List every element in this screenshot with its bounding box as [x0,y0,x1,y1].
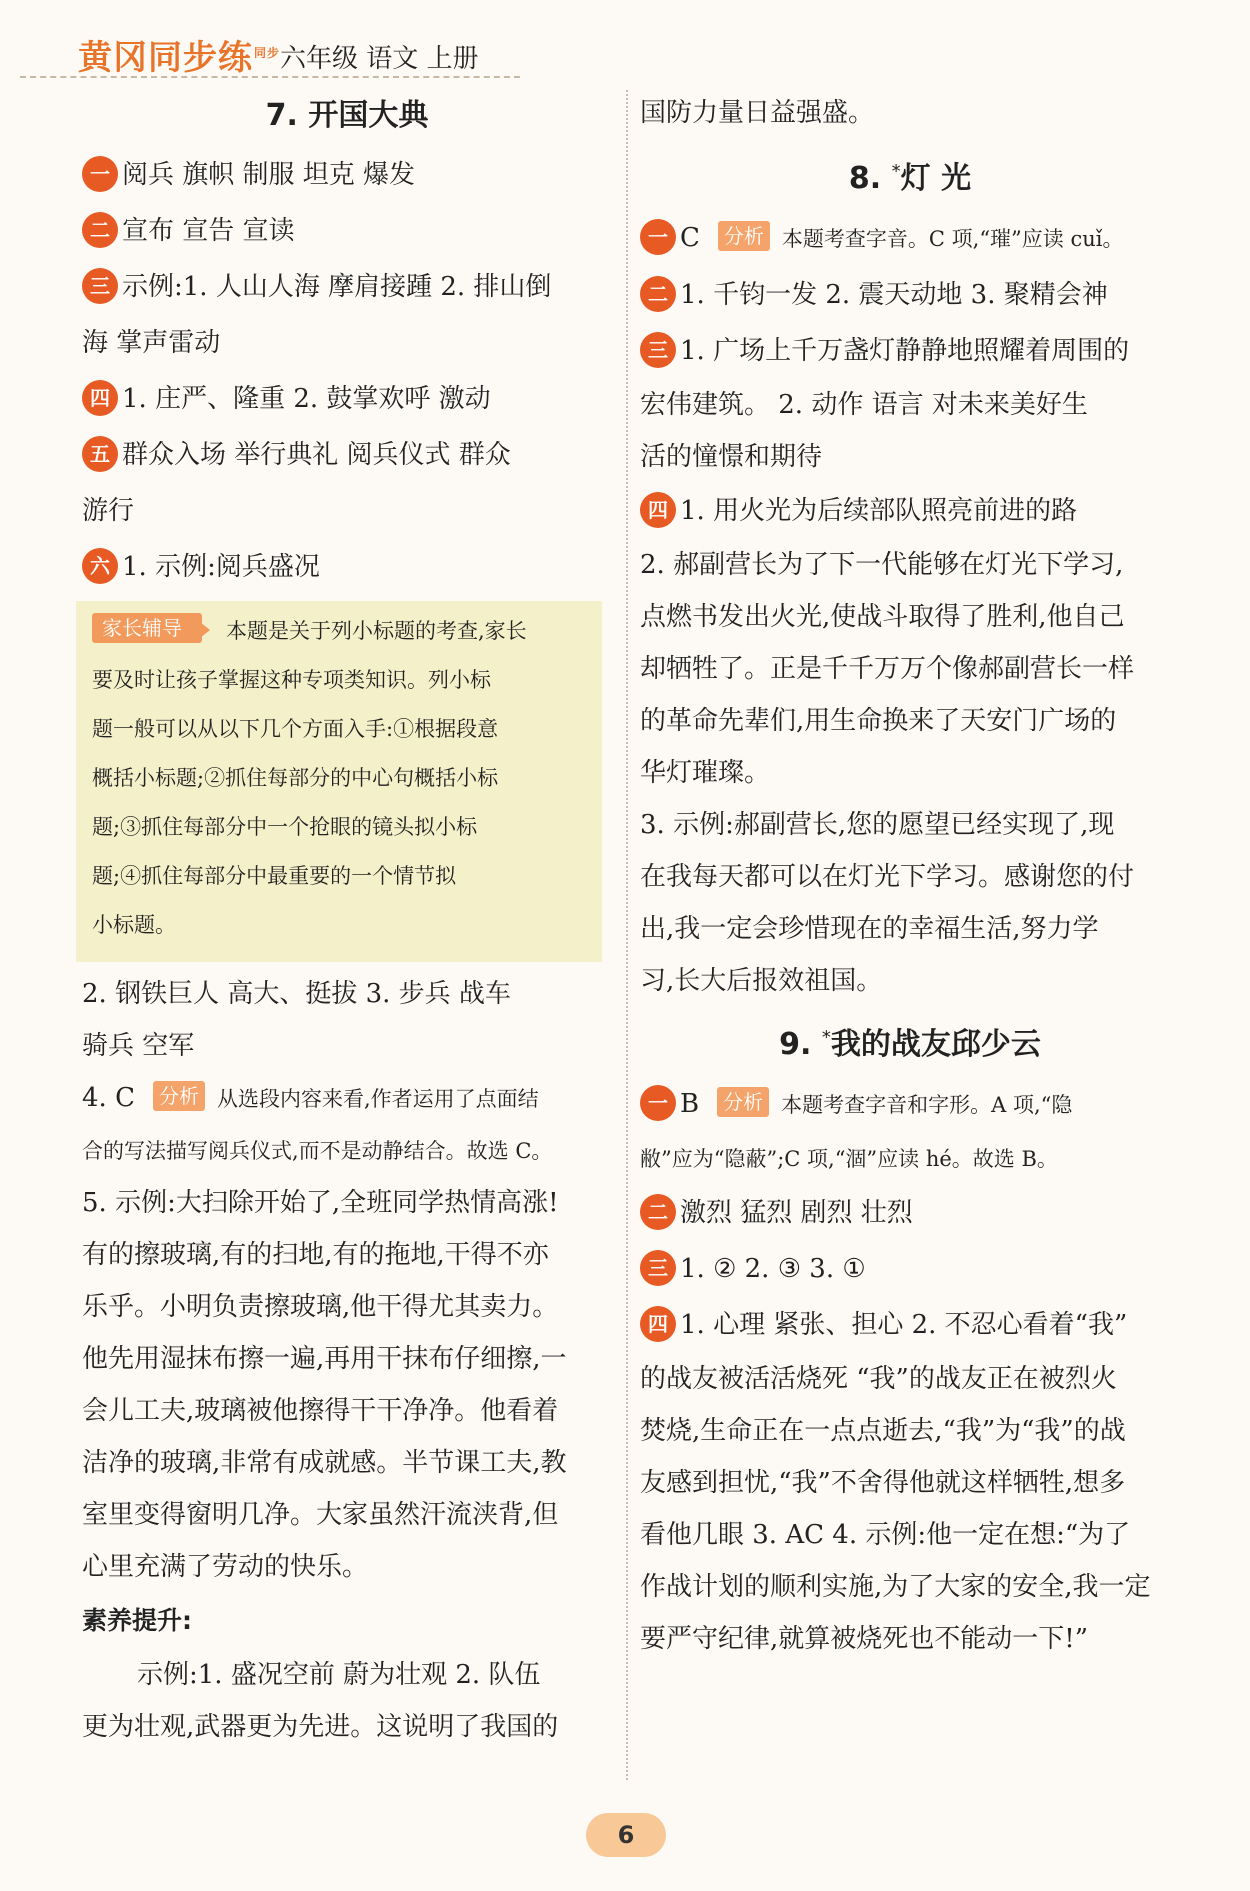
tip-line-3: 概括小标题;②抓住每部分的中心句概括小标 [92,766,499,790]
essay-line-6: 室里变得窗明几净。大家虽然汗流浃背,但 [82,1500,559,1530]
badge-1: 一 [82,156,118,192]
tip-line-1: 要及时让孩子掌握这种专项类知识。列小标 [92,668,491,692]
s8-badge-1: 一 [640,219,676,255]
s8-answer-3-cont: 宏伟建筑。 2. 动作 语言 对未来美好生 [640,390,1088,420]
s9-line-4: 看他几眼 3. AC 4. 示例:他一定在想:“为了 [640,1520,1131,1550]
answer-2: 二 宣布 宣告 宣读 [82,203,612,259]
s8-analysis-tag: 分析 [718,221,770,251]
tip-line-5: 题;④抓住每部分中最重要的一个情节拟 [92,864,457,888]
answer-6-2-cont: 骑兵 空军 [82,1031,195,1061]
s9-line-3: 友感到担忧,“我”不舍得他就这样牺牲,想多 [640,1468,1126,1498]
s8-line-2: 却牺牲了。正是千千万万个像郝副营长一样 [640,654,1135,684]
s8-answer-3-cont2: 活的憧憬和期待 [640,442,823,472]
s8-line-0: 2. 郝副营长为了下一代能够在灯光下学习, [640,550,1124,580]
answer-6-4: 4. C 分析 从选段内容来看,作者运用了点面结 [82,1083,539,1113]
s8-line-3: 的革命先辈们,用生命换来了天安门广场的 [640,706,1117,736]
essay-line-3: 他先用湿抹布擦一遍,再用干抹布仔细擦,一 [82,1344,567,1374]
s8-answer-4: 四 1. 用火光为后续部队照亮前进的路 [640,483,1180,539]
star-mark-8: * [891,161,901,182]
section-title-7: 7. 开国大典 [265,98,429,133]
brand-sup: 同步 [254,45,281,60]
analysis-tag: 分析 [153,1081,205,1111]
essay-line-0: 5. 示例:大扫除开始了,全班同学热情高涨! [82,1188,559,1218]
tip-line-6: 小标题。 [92,913,176,937]
essay-line-7: 心里充满了劳动的快乐。 [82,1552,369,1582]
answer-6-2: 2. 钢铁巨人 高大、挺拔 3. 步兵 战车 [82,979,511,1009]
answer-1: 一 阅兵 旗帜 制服 坦克 爆发 [82,147,612,203]
s8-line-6: 在我每天都可以在灯光下学习。感谢您的付 [640,862,1135,892]
s9-answer-1: 一 B 分析 本题考查字音和字形。A 项,“隐 [640,1076,1180,1133]
column-divider [626,90,628,1780]
tip-label: 家长辅导 [92,613,202,643]
right-column [640,85,1180,1665]
badge-6: 六 [82,548,118,584]
s9-line-6: 要严守纪律,就算被烧死也不能动一下!” [640,1624,1089,1654]
tip-line-4: 题;③抓住每部分中一个抢眼的镜头拟小标 [92,815,478,839]
answer-6: 六 1. 示例:阅兵盛况 [82,539,612,595]
essay-line-5: 洁净的玻璃,非常有成就感。半节课工夫,教 [82,1448,567,1478]
s9-analysis-tag: 分析 [717,1087,769,1117]
s8-answer-1: 一 C 分析 本题考查字音。C 项,“璀”应读 cuǐ。 [640,210,1180,267]
s8-badge-3: 三 [640,332,676,368]
s8-line-7: 出,我一定会珍惜现在的幸福生活,努力学 [640,914,1099,944]
brand-logo: 黄冈同步练$^{同步}$ [78,38,281,78]
badge-4: 四 [82,380,118,416]
answer-3: 三 示例:1. 人山人海 摩肩接踵 2. 排山倒 [82,259,612,315]
s8-line-8: 习,长大后报效祖国。 [640,966,883,996]
s9-badge-3: 三 [640,1250,676,1286]
badge-2: 二 [82,212,118,248]
s8-badge-2: 二 [640,276,676,312]
badge-3: 三 [82,268,118,304]
s9-line-5: 作战计划的顺利实施,为了大家的安全,我一定 [640,1572,1151,1602]
s9-badge-1: 一 [640,1085,676,1121]
continued-line: 国防力量日益强盛。 [640,98,875,128]
answer-3-cont: 海 掌声雷动 [82,328,221,358]
star-mark-9: * [821,1027,831,1048]
s9-answer-4: 四 1. 心理 紧张、担心 2. 不忍心看着“我” [640,1297,1180,1353]
s8-badge-4: 四 [640,492,676,528]
tip-line-0: 家长辅导 本题是关于列小标题的考查,家长 [92,607,586,656]
essay-line-1: 有的擦玻璃,有的扫地,有的拖地,干得不亦 [82,1240,549,1270]
answer-5-cont: 游行 [82,496,135,526]
header-divider [20,76,520,78]
s9-answer-3: 三 1. ② 2. ③ 3. ① [640,1241,1180,1297]
literacy-line-0: 示例:1. 盛况空前 蔚为壮观 2. 队伍 [137,1660,541,1690]
s9-badge-2: 二 [640,1194,676,1230]
essay-line-4: 会儿工夫,玻璃被他擦得干干净净。他看着 [82,1396,559,1426]
s8-line-4: 华灯璀璨。 [640,758,771,788]
literacy-line-1: 更为壮观,武器更为先进。这说明了我国的 [82,1712,559,1742]
parent-tip-box [76,601,602,962]
s9-line-2: 焚烧,生命正在一点点逝去,“我”为“我”的战 [640,1416,1126,1446]
answer-5: 五 群众入场 举行典礼 阅兵仪式 群众 [82,427,612,483]
s8-line-1: 点燃书发出火光,使战斗取得了胜利,他自己 [640,602,1125,632]
section-title-8: 8. *灯 光 [848,161,972,196]
literacy-heading: 素养提升: [82,1606,192,1635]
essay-line-2: 乐乎。小明负责擦玻璃,他干得尤其卖力。 [82,1292,559,1322]
left-column [82,85,612,1753]
answer-6-4-cont: 合的写法描写阅兵仪式,而不是动静结合。故选 C。 [82,1139,553,1163]
tip-line-2: 题一般可以从以下几个方面入手:①根据段意 [92,717,499,741]
section-title-9: 9. *我的战友邱少云 [779,1027,1041,1062]
s8-line-5: 3. 示例:郝副营长,您的愿望已经实现了,现 [640,810,1115,840]
page-header [0,0,1250,80]
s9-badge-4: 四 [640,1306,676,1342]
s8-answer-3: 三 1. 广场上千万盏灯静静地照耀着周围的 [640,323,1180,379]
s9-answer-2: 二 激烈 猛烈 剧烈 壮烈 [640,1185,1180,1241]
header-subtitle: 六年级 语文 上册 [280,44,479,74]
s9-line-1: 的战友被活活烧死 “我”的战友正在被烈火 [640,1364,1117,1394]
s8-answer-2: 二 1. 千钧一发 2. 震天动地 3. 聚精会神 [640,267,1180,323]
answer-4: 四 1. 庄严、隆重 2. 鼓掌欢呼 激动 [82,371,612,427]
s9-answer-1-cont: 敝”应为“隐蔽”;C 项,“涸”应读 hé。故选 B。 [640,1147,1058,1171]
page-number: 6 [586,1813,666,1857]
badge-5: 五 [82,436,118,472]
